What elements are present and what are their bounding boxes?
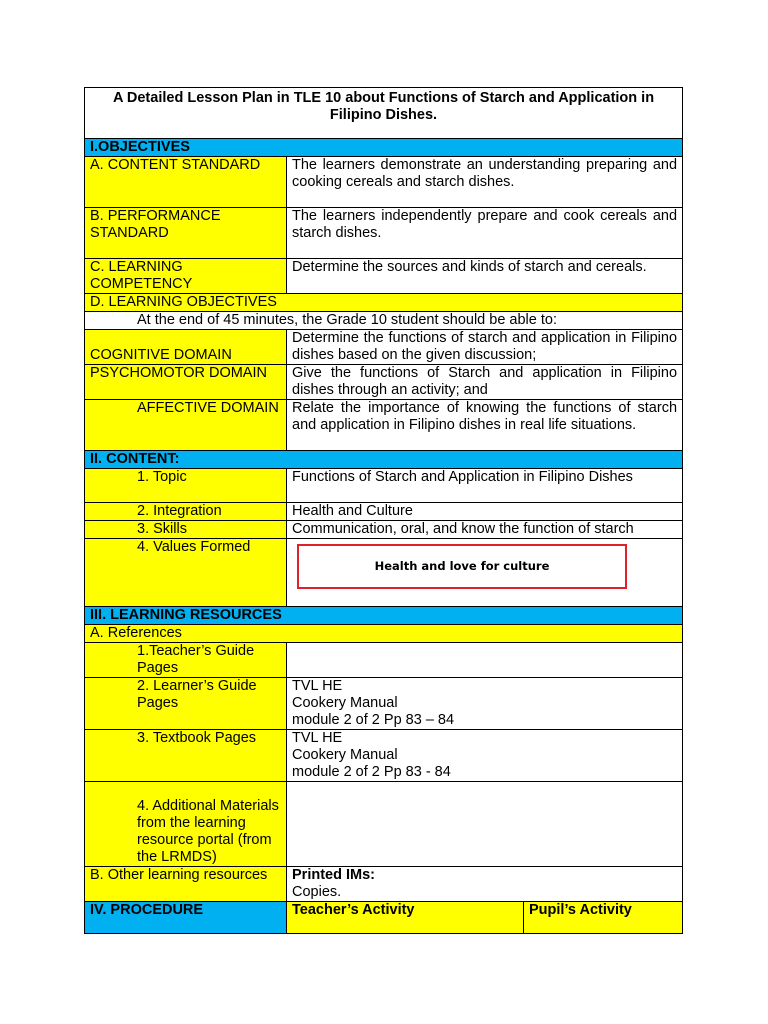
other-resources-text: Copies. bbox=[292, 884, 342, 900]
content-header: II. CONTENT: bbox=[85, 451, 683, 469]
skills-label: 3. Skills bbox=[85, 521, 287, 539]
textbook-line: Cookery Manual bbox=[292, 747, 398, 763]
integration-row bbox=[85, 503, 683, 521]
psychomotor-row bbox=[85, 365, 683, 400]
performance-standard-text: The learners independently prepare and cook cereals and starch dishes. bbox=[287, 208, 683, 259]
learning-objectives-row bbox=[85, 294, 683, 312]
cognitive-label: COGNITIVE DOMAIN bbox=[85, 330, 287, 365]
skills-text: Communication, oral, and know the function of starch bbox=[287, 521, 683, 539]
objectives-intro-row bbox=[85, 312, 683, 330]
title-row bbox=[85, 88, 683, 139]
topic-label: 1. Topic bbox=[85, 469, 287, 503]
other-resources-row bbox=[85, 867, 683, 902]
references-row bbox=[85, 625, 683, 643]
content-standard-label: A. CONTENT STANDARD bbox=[85, 157, 287, 208]
learners-guide-label: 2. Learner’s Guide Pages bbox=[85, 678, 287, 730]
affective-text: Relate the importance of knowing the functions of starch and application in Filipino dishes in real life situations. bbox=[287, 400, 683, 451]
psychomotor-label: PSYCHOMOTOR DOMAIN bbox=[85, 365, 287, 400]
content-standard-row bbox=[85, 157, 683, 208]
teachers-guide-text bbox=[287, 643, 683, 678]
cognitive-row bbox=[85, 330, 683, 365]
values-label: 4. Values Formed bbox=[85, 539, 287, 607]
procedure-row bbox=[85, 902, 683, 934]
integration-label: 2. Integration bbox=[85, 503, 287, 521]
learning-objectives-label: D. LEARNING OBJECTIVES bbox=[85, 294, 683, 312]
teacher-activity-header: Teacher’s Activity bbox=[287, 902, 524, 934]
affective-row bbox=[85, 400, 683, 451]
textbook-label: 3. Textbook Pages bbox=[85, 730, 287, 782]
psychomotor-text: Give the functions of Starch and application in Filipino dishes through an activity; and bbox=[287, 365, 683, 400]
additional-materials-row bbox=[85, 782, 683, 867]
skills-row bbox=[85, 521, 683, 539]
resources-header-row bbox=[85, 607, 683, 625]
document-title: A Detailed Lesson Plan in TLE 10 about Functions of Starch and Application in Filipino Dishes. bbox=[85, 88, 683, 139]
topic-row bbox=[85, 469, 683, 503]
lesson-plan-table bbox=[84, 87, 683, 934]
learning-competency-row bbox=[85, 259, 683, 294]
values-text: Health and love for culture bbox=[374, 559, 550, 573]
pupil-activity-header: Pupil’s Activity bbox=[524, 902, 683, 934]
learning-competency-label: C. LEARNING COMPETENCY bbox=[85, 259, 287, 294]
values-row bbox=[85, 539, 683, 607]
affective-label: AFFECTIVE DOMAIN bbox=[85, 400, 287, 451]
integration-text: Health and Culture bbox=[287, 503, 683, 521]
textbook-line: TVL HE bbox=[292, 730, 343, 746]
content-header-row bbox=[85, 451, 683, 469]
other-resources-heading: Printed IMs: bbox=[292, 867, 375, 883]
textbook-row bbox=[85, 730, 683, 782]
learners-guide-cell bbox=[287, 678, 683, 730]
learners-guide-line: Cookery Manual bbox=[292, 695, 398, 711]
learners-guide-row bbox=[85, 678, 683, 730]
teachers-guide-row bbox=[85, 643, 683, 678]
topic-text: Functions of Starch and Application in Filipino Dishes bbox=[287, 469, 683, 503]
textbook-cell bbox=[287, 730, 683, 782]
objectives-header-row bbox=[85, 139, 683, 157]
learners-guide-line: TVL HE bbox=[292, 678, 343, 694]
objectives-intro: At the end of 45 minutes, the Grade 10 student should be able to: bbox=[85, 312, 683, 330]
references-label: A. References bbox=[85, 625, 683, 643]
resources-header: III. LEARNING RESOURCES bbox=[85, 607, 683, 625]
teachers-guide-label: 1.Teacher’s Guide Pages bbox=[85, 643, 287, 678]
additional-materials-text bbox=[287, 782, 683, 867]
cognitive-text: Determine the functions of starch and application in Filipino dishes based on the given discussion; bbox=[287, 330, 683, 365]
other-resources-label: B. Other learning resources bbox=[85, 867, 287, 902]
objectives-header: I.OBJECTIVES bbox=[85, 139, 683, 157]
other-resources-cell bbox=[287, 867, 683, 902]
values-cell bbox=[287, 539, 683, 607]
lesson-plan-document bbox=[84, 87, 682, 934]
performance-standard-label: B. PERFORMANCE STANDARD bbox=[85, 208, 287, 259]
content-standard-text: The learners demonstrate an understanding preparing and cooking cereals and starch dishes. bbox=[287, 157, 683, 208]
learning-competency-text: Determine the sources and kinds of starch and cereals. bbox=[287, 259, 683, 294]
values-textbox bbox=[297, 544, 627, 589]
learners-guide-line: module 2 of 2 Pp 83 – 84 bbox=[292, 712, 455, 728]
performance-standard-row bbox=[85, 208, 683, 259]
additional-materials-label: 4. Additional Materials from the learning resource portal (from the LRMDS) bbox=[85, 782, 287, 867]
textbook-line: module 2 of 2 Pp 83 - 84 bbox=[292, 764, 451, 780]
procedure-header: IV. PROCEDURE bbox=[85, 902, 287, 934]
